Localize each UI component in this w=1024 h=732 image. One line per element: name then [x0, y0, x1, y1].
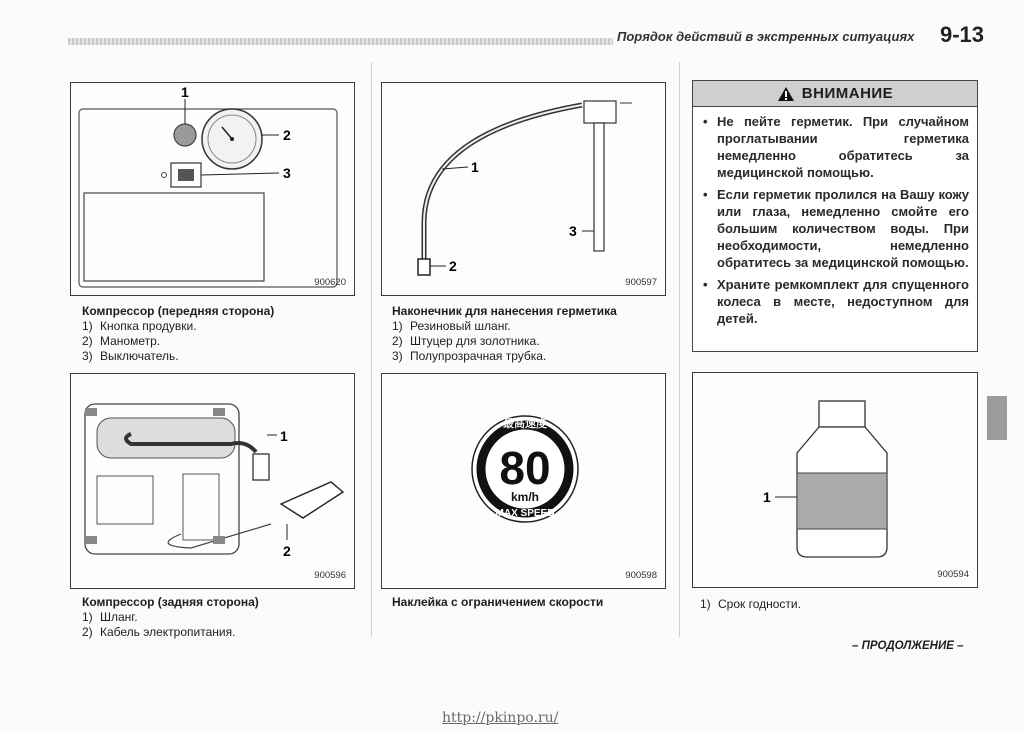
- caption-item: 2) Кабель электропитания.: [82, 625, 236, 639]
- sticker-unit: km/h: [510, 490, 540, 504]
- page-number: 9-13: [940, 22, 985, 47]
- caption-title: Наконечник для нанесения герметика: [392, 304, 617, 318]
- warning-item: • Храните ремкомплект для спущенного колеса в месте, недоступном для детей.: [703, 276, 969, 327]
- caption-title: Компрессор (задняя сторона): [82, 595, 259, 609]
- column-divider: [679, 62, 680, 637]
- caption-item: 1) Шланг.: [82, 610, 138, 624]
- warning-box: [692, 80, 978, 352]
- caption-item: 1) Кнопка продувки.: [82, 319, 197, 333]
- figure-compressor-rear: [70, 373, 355, 589]
- continue-marker: – ПРОДОЛЖЕНИЕ –: [852, 640, 964, 652]
- caption-title: Наклейка с ограничением скорости: [392, 595, 604, 609]
- caption-sealant-bottle: [700, 597, 980, 612]
- section-title: Порядок действий в экстренных ситуациях: [617, 29, 915, 44]
- figure-code: 900620: [314, 277, 346, 288]
- sticker-bottom-text: MAX SPEED: [495, 508, 555, 519]
- caption-item: 2) Штуцер для золотника.: [392, 334, 540, 348]
- warning-item: • Если герметик пролился на Вашу кожу или глаза, немедленно смойте его большим количеством воды. При необходимости, немедленно обратитесь за медицинской помощью.: [703, 186, 969, 271]
- compressor-rear-illustration: [71, 374, 356, 590]
- figure-code: 900594: [937, 569, 969, 580]
- sticker-top-text: 最高速度: [503, 417, 547, 430]
- caption-compressor-front: [82, 304, 362, 364]
- callout-2: 2: [283, 543, 291, 559]
- caption-speed-sticker: [392, 595, 677, 610]
- figure-compressor-front: [70, 82, 355, 296]
- caption-item: 3) Полупрозрачная трубка.: [392, 349, 547, 363]
- callout-3: 3: [283, 165, 291, 181]
- caption-title: Компрессор (передняя сторона): [82, 304, 275, 318]
- callout-3: 3: [569, 223, 577, 239]
- figure-sealant-bottle: [692, 372, 978, 588]
- figure-sealant-nozzle: [381, 82, 666, 296]
- caption-sealant-nozzle: [392, 304, 677, 364]
- figure-code: 900597: [625, 277, 657, 288]
- figure-speed-sticker: [381, 373, 666, 589]
- figure-code: 900596: [314, 570, 346, 581]
- warning-icon: [777, 86, 795, 102]
- warning-title: ВНИМАНИЕ: [801, 85, 894, 102]
- chapter-tab: [987, 396, 1007, 440]
- warning-item: • Не пейте герметик. При случайном проглатывании герметика немедленно обратитесь за медицинской помощью.: [703, 113, 969, 181]
- warning-header: [693, 81, 977, 107]
- callout-1: 1: [181, 84, 189, 100]
- column-divider: [371, 62, 372, 637]
- callout-1: 1: [280, 428, 288, 444]
- nozzle-illustration: [382, 83, 667, 297]
- figure-code: 900598: [625, 570, 657, 581]
- caption-item: 2) Манометр.: [82, 334, 161, 348]
- caption-item: 1) Резиновый шланг.: [392, 319, 511, 333]
- sticker-speed: 80: [499, 442, 551, 494]
- footer-url[interactable]: http://pkinpo.ru/: [442, 710, 559, 726]
- caption-compressor-rear: [82, 595, 362, 640]
- bottle-illustration: [693, 373, 979, 589]
- callout-2: 2: [449, 258, 457, 274]
- callout-1: 1: [471, 159, 479, 175]
- caption-item: 3) Выключатель.: [82, 349, 179, 363]
- callout-1: 1: [763, 489, 771, 505]
- header-rule: [68, 38, 613, 45]
- callout-2: 2: [283, 127, 291, 143]
- compressor-front-illustration: [71, 83, 356, 297]
- caption-item: 1) Срок годности.: [700, 597, 801, 611]
- speed-sticker-illustration: [382, 374, 667, 590]
- warning-list: [693, 107, 977, 327]
